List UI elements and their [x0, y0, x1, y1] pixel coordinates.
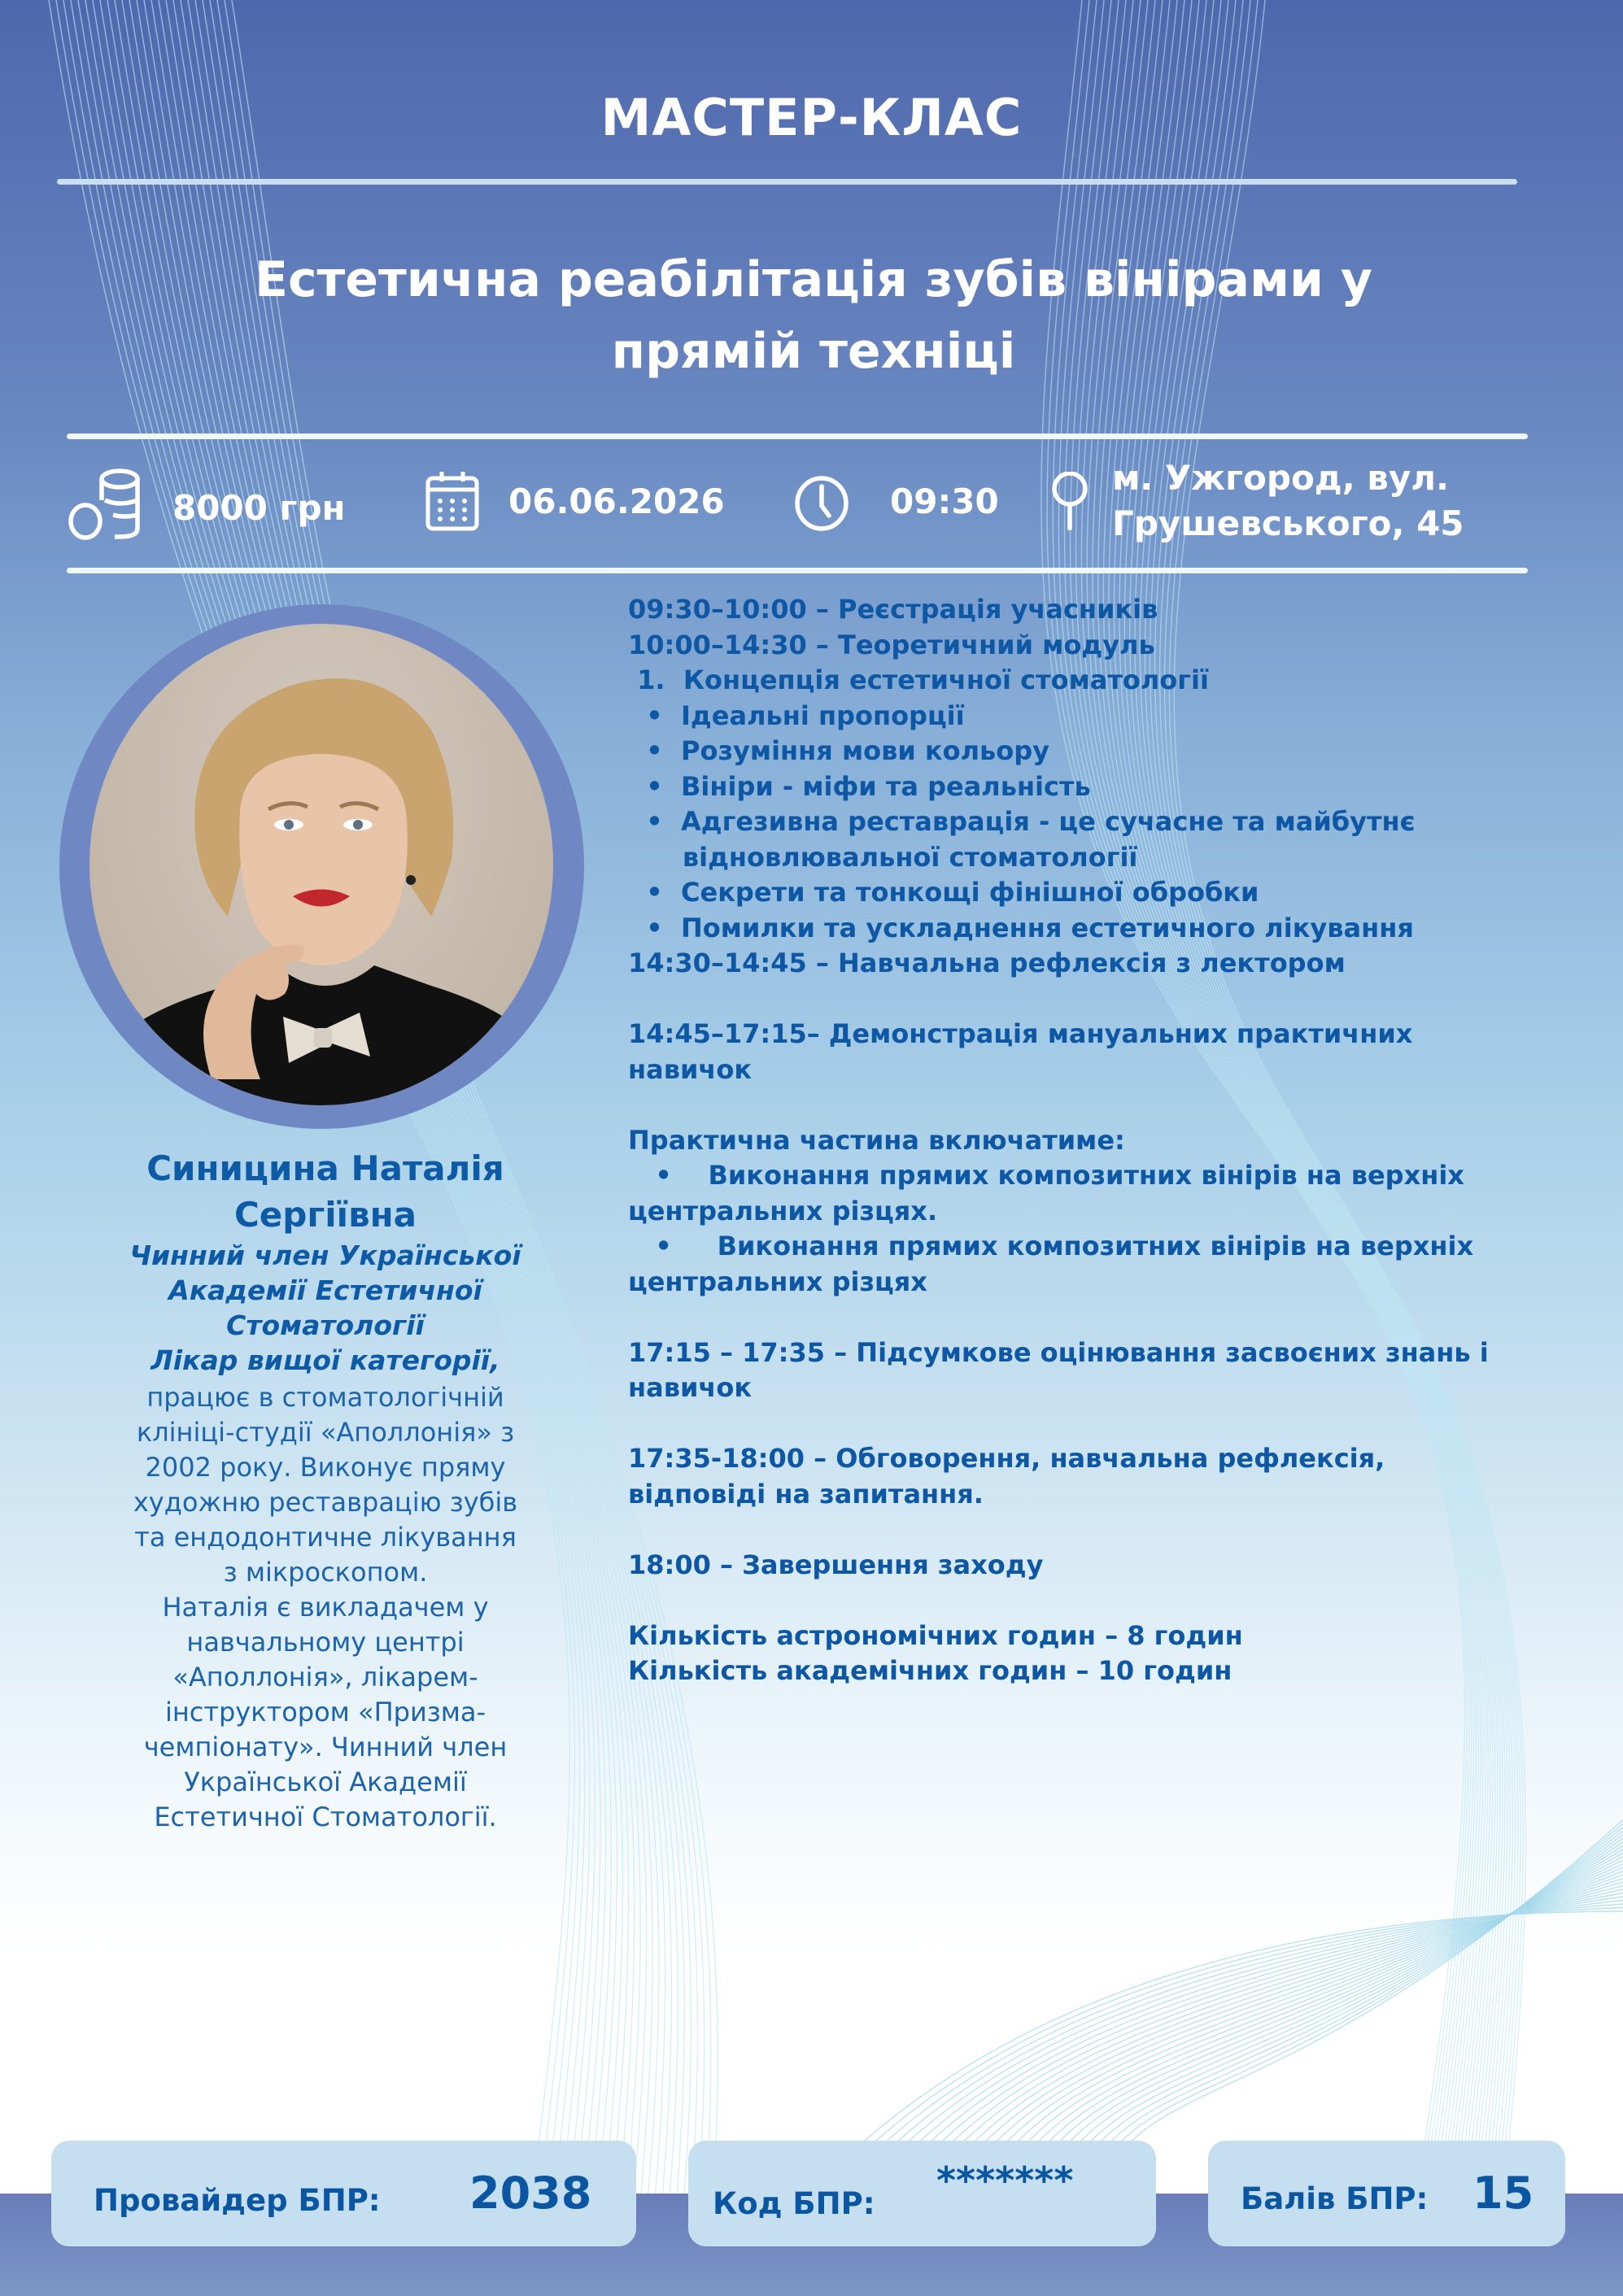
- program-line: • Ідеальні пропорції: [628, 699, 965, 731]
- speaker-photo: [89, 624, 553, 1105]
- speaker-description: [67, 1380, 584, 1835]
- speaker-desc-line: навчальному центрі: [186, 1627, 465, 1658]
- speaker-desc-line: Наталія є викладачем у: [162, 1592, 489, 1623]
- speaker-role-line: Лікар вищої категорії,: [151, 1344, 500, 1376]
- speaker-desc-line: працює в стоматологічній: [146, 1382, 504, 1413]
- event-title-line-2: прямій техніці: [611, 323, 1016, 380]
- speaker-credentials: [67, 1238, 584, 1378]
- divider-top: [57, 179, 1517, 185]
- price-text: 8000 грн: [172, 488, 346, 528]
- speaker-portrait-illustration: [89, 624, 553, 1105]
- program-line: • Секрети та тонкощі фінішної обробки: [628, 877, 1259, 908]
- provider-value: 2038: [469, 2167, 592, 2219]
- program-line: центральних різцях.: [628, 1195, 938, 1226]
- program-line: навичок: [628, 1053, 753, 1085]
- speaker-desc-line: 2002 року. Виконує пряму: [145, 1452, 506, 1483]
- program-line: • Виконання прямих композитних вінірів на верхніх: [628, 1231, 1474, 1261]
- speaker-desc-line: клініці-студії «Аполлонія» з: [136, 1417, 515, 1448]
- code-value: *******: [936, 2159, 1074, 2202]
- program-line: 14:30–14:45 – Навчальна рефлексія з лектором: [628, 948, 1346, 978]
- program-line: Кількість астрономічних годин – 8 годин: [628, 1619, 1243, 1651]
- speaker-desc-line: художню реставрацію зубів: [133, 1487, 518, 1518]
- program-line: • Вініри - міфи та реальність: [628, 770, 1091, 802]
- program-spacer: [628, 982, 1596, 1017]
- code-label: Код БПР:: [713, 2186, 875, 2221]
- program-line: центральних різцях: [628, 1266, 927, 1297]
- points-label: Балів БПР:: [1241, 2181, 1429, 2216]
- speaker-role-line: Стоматології: [226, 1309, 425, 1341]
- divider-info-bottom: [67, 568, 1528, 573]
- event-title: [98, 244, 1529, 387]
- code-card: [688, 2141, 1156, 2246]
- program-line: • Розуміння мови кольору: [628, 735, 1050, 766]
- program-line: 17:15 – 17:35 – Підсумкове оцінювання засвоєних знань і: [628, 1336, 1489, 1368]
- points-value: 15: [1472, 2167, 1534, 2219]
- program-line: Практична частина включатиме:: [628, 1124, 1125, 1156]
- speaker-desc-line: інструктором «Призма-: [164, 1697, 486, 1727]
- speaker-name-line-2: Сергіївна: [233, 1195, 417, 1235]
- program-line: 17:35-18:00 – Обговорення, навчальна рефлексія,: [628, 1443, 1385, 1474]
- provider-card: [51, 2141, 636, 2246]
- program-line: • Помилки та ускладнення естетичного лікування: [628, 912, 1414, 943]
- program-line: відповіді на запитання.: [628, 1478, 984, 1510]
- program-line: навичок: [628, 1372, 753, 1403]
- points-card: [1208, 2141, 1565, 2246]
- program-line: 18:00 – Завершення заходу: [628, 1549, 1044, 1580]
- event-type-heading: МАСТЕР-КЛАС: [600, 88, 1023, 147]
- program-spacer: [628, 1406, 1596, 1442]
- calendar-icon: [425, 470, 479, 532]
- speaker-name-line-1: Синицина Наталія: [146, 1148, 504, 1188]
- program-line: 14:45–17:15– Демонстрація мануальних практичних: [628, 1018, 1413, 1049]
- program-spacer: [628, 1087, 1596, 1123]
- speaker-desc-line: Естетичної Стоматології.: [154, 1802, 497, 1832]
- program-schedule: [628, 592, 1596, 1689]
- location-text: [1112, 455, 1464, 547]
- divider-info-top: [67, 433, 1528, 439]
- date-text: 06.06.2026: [508, 481, 725, 521]
- speaker-desc-line: з мікроскопом.: [223, 1557, 428, 1588]
- location-line-1: м. Ужгород, вул.: [1112, 458, 1449, 498]
- provider-label: Провайдер БПР:: [94, 2183, 381, 2218]
- program-spacer: [628, 1583, 1596, 1619]
- speaker-desc-line: та ендодонтичне лікування: [134, 1522, 517, 1553]
- coins-icon: [68, 468, 142, 541]
- program-line: • Адгезивна реставрація - це сучасне та майбутнє: [628, 806, 1416, 837]
- program-spacer: [628, 1300, 1596, 1335]
- speaker-name: [67, 1145, 584, 1238]
- speaker-role-line: Академії Естетичної: [168, 1274, 482, 1306]
- program-line: 10:00–14:30 – Теоретичний модуль: [628, 629, 1155, 660]
- program-line: • Виконання прямих композитних вінірів на верхніх: [628, 1160, 1464, 1191]
- speaker-role-line: Чинний член Української: [129, 1239, 521, 1271]
- time-text: 09:30: [890, 481, 999, 521]
- program-line: відновлювальної стоматології: [628, 841, 1138, 873]
- speaker-desc-line: «Аполлонія», лікарем-: [172, 1662, 478, 1693]
- program-line: 1. Концепція естетичної стоматології: [628, 664, 1209, 695]
- speaker-desc-line: чемпіонату». Чинний член: [143, 1732, 508, 1762]
- clock-icon: [794, 475, 849, 532]
- program-line: 09:30–10:00 – Реєстрація учасників: [628, 594, 1158, 625]
- event-title-line-1: Естетична реабілітація зубів вінірами у: [254, 251, 1373, 308]
- map-pin-icon: [1051, 472, 1089, 530]
- program-spacer: [628, 1512, 1596, 1548]
- location-line-2: Грушевського, 45: [1112, 503, 1464, 543]
- program-line: Кількість академічних годин – 10 годин: [628, 1655, 1233, 1686]
- speaker-desc-line: Української Академії: [184, 1767, 467, 1797]
